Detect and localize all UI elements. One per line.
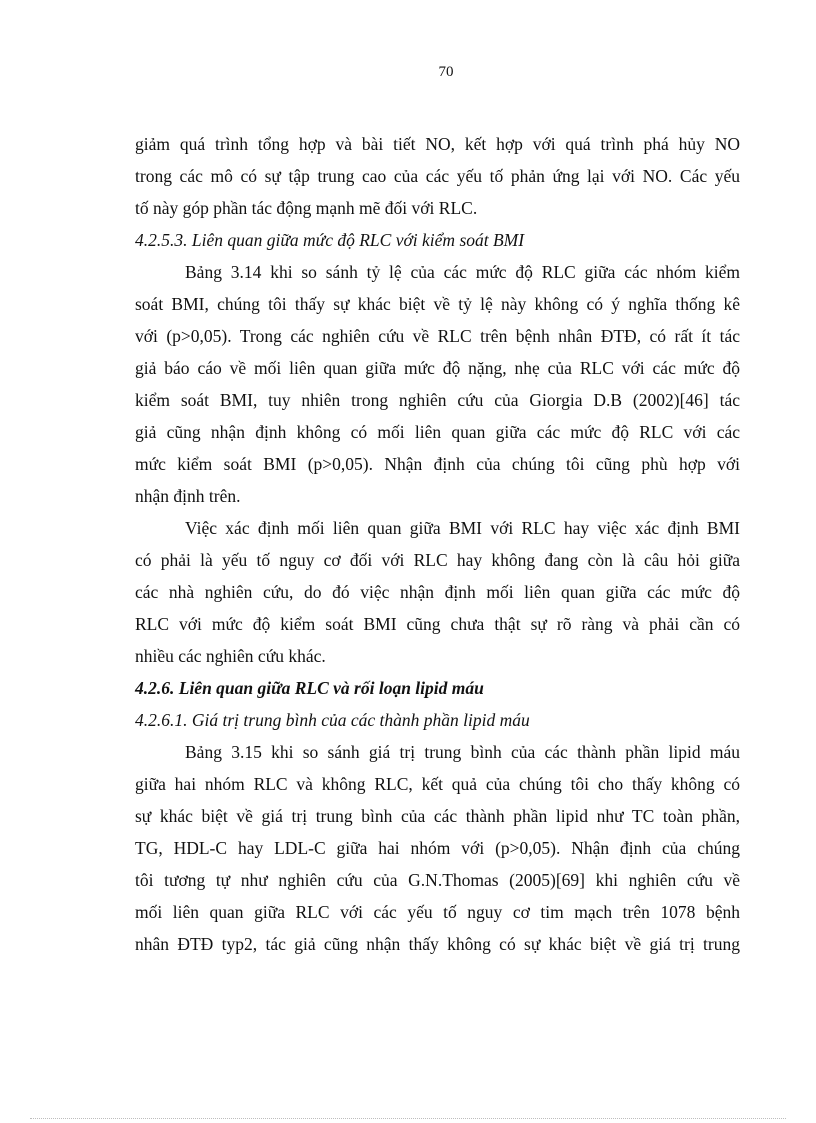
section-heading-4-2-6-1: 4.2.6.1. Giá trị trung bình của các thành phần lipid máu [135, 710, 530, 730]
text-line: nhân ĐTĐ typ2, tác giả cũng nhận thấy không có sự khác biệt về giá trị trung [135, 934, 740, 954]
text-line: RLC với mức độ kiểm soát BMI cũng chưa thật sự rõ ràng và phải cần có [135, 614, 740, 634]
text-line: kiểm soát BMI, tuy nhiên trong nghiên cứu của Giorgia D.B (2002)[46] tác [135, 390, 740, 410]
page-number: 70 [438, 64, 454, 80]
text-line: giả cũng nhận định không có mối liên quan giữa các mức độ RLC với các [135, 422, 740, 442]
text-line: tố này góp phần tác động mạnh mẽ đối với RLC. [135, 198, 478, 218]
text-line: mối liên quan giữa RLC với các yếu tố nguy cơ tim mạch trên 1078 bệnh [135, 902, 740, 922]
page-bottom-divider [30, 1118, 786, 1119]
text-line: giả báo cáo về mối liên quan giữa mức độ nặng, nhẹ của RLC với các mức độ [135, 358, 740, 378]
text-line: giảm quá trình tổng hợp và bài tiết NO, kết hợp với quá trình phá hủy NO [135, 134, 740, 154]
text-line: các nhà nghiên cứu, do đó việc nhận định mối liên quan giữa các mức độ [135, 582, 740, 602]
text-line: với (p>0,05). Trong các nghiên cứu về RLC trên bệnh nhân ĐTĐ, có rất ít tác [135, 326, 740, 346]
text-line: giữa hai nhóm RLC và không RLC, kết quả của chúng tôi cho thấy không có [135, 774, 740, 794]
text-line: nhiều các nghiên cứu khác. [135, 646, 326, 666]
text-line: tôi tương tự như nghiên cứu của G.N.Thomas (2005)[69] khi nghiên cứu về [135, 870, 740, 890]
text-line: có phải là yếu tố nguy cơ đối với RLC hay không đang còn là câu hỏi giữa [135, 550, 740, 570]
text-line: trong các mô có sự tập trung cao của các yếu tố phản ứng lại với NO. Các yếu [135, 166, 740, 186]
text-line: soát BMI, chúng tôi thấy sự khác biệt về tỷ lệ này không có ý nghĩa thống kê [135, 294, 740, 314]
section-heading-4-2-5-3: 4.2.5.3. Liên quan giữa mức độ RLC với kiểm soát BMI [135, 230, 525, 250]
document-body [135, 128, 740, 960]
text-line: sự khác biệt về giá trị trung bình của các thành phần lipid như TC toàn phần, [135, 806, 740, 826]
section-heading-4-2-6: 4.2.6. Liên quan giữa RLC và rối loạn lipid máu [135, 678, 484, 698]
text-line: nhận định trên. [135, 486, 241, 506]
paragraph-start: Bảng 3.14 khi so sánh tỷ lệ của các mức độ RLC giữa các nhóm kiểm [185, 262, 740, 282]
text-line: mức kiểm soát BMI (p>0,05). Nhận định của chúng tôi cũng phù hợp với [135, 454, 740, 474]
paragraph-start: Việc xác định mối liên quan giữa BMI với RLC hay việc xác định BMI [185, 518, 740, 538]
paragraph-start: Bảng 3.15 khi so sánh giá trị trung bình của các thành phần lipid máu [185, 742, 740, 762]
text-line: TG, HDL-C hay LDL-C giữa hai nhóm với (p>0,05). Nhận định của chúng [135, 838, 740, 858]
